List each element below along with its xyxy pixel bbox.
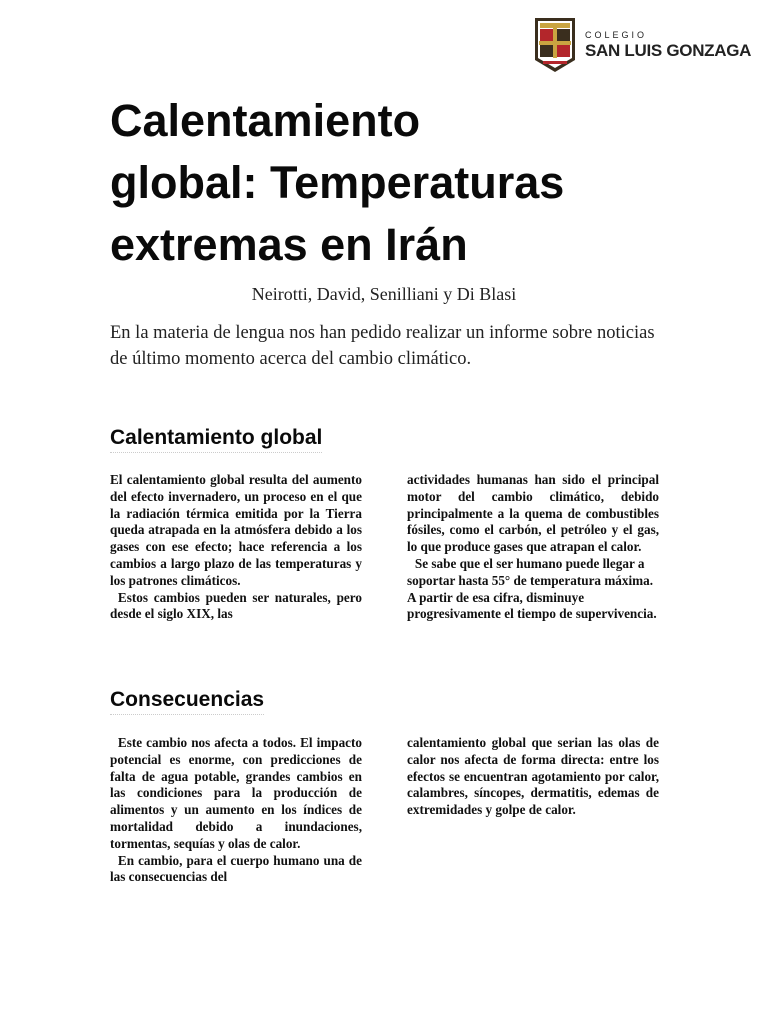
logo-school-name: SAN LUIS GONZAGA bbox=[585, 40, 752, 60]
section-heading-calentamiento: Calentamiento global bbox=[110, 426, 322, 453]
section-heading-consecuencias: Consecuencias bbox=[110, 688, 264, 715]
title-line-3: extremas en Irán bbox=[110, 219, 468, 270]
intro-paragraph: En la materia de lengua nos han pedido realizar un informe sobre noticias de último momento acerca del cambio climático. bbox=[110, 323, 655, 369]
paragraph: En cambio, para el cuerpo humano una de las consecuencias del bbox=[110, 852, 362, 885]
school-crest-icon bbox=[533, 16, 577, 74]
section-1-right-column bbox=[407, 472, 659, 623]
paragraph: actividades humanas han sido el principal motor del cambio climático, debido principalmente a la quema de combustibles fósiles, como el carbón, el petróleo y el gas, lo que produce gases que atrapan el calor. bbox=[407, 472, 659, 555]
paragraph: Estos cambios pueden ser naturales, pero desde el siglo XIX, las bbox=[110, 589, 362, 622]
title-line-1: Calentamiento bbox=[110, 95, 421, 146]
paragraph: El calentamiento global resulta del aumento del efecto invernadero, un proceso en el que la radiación térmica emitida por la Tierra queda atrapada en la atmósfera debido a los gases con ese efecto; hace referencia a los cambios a largo plazo de las temperaturas y los patrones climáticos. bbox=[110, 472, 362, 588]
paragraph: Este cambio nos afecta a todos. El impacto potencial es enorme, con predicciones de falta de agua potable, grandes cambios en las condiciones para la producción de alimentos y un aumento en los índices de mortalidad debido a inundaciones, tormentas, sequías y olas de calor. bbox=[110, 735, 362, 851]
paragraph: Se sabe que el ser humano puede llegar a soportar hasta 55° de temperatura máxima. A partir de esa cifra, disminuye progresivamente el tiempo de supervivencia. bbox=[407, 555, 657, 622]
authors-line: Neirotti, David, Senilliani y Di Blasi bbox=[251, 284, 517, 304]
section-2-right-column bbox=[407, 735, 659, 819]
paragraph: calentamiento global que serian las olas de calor nos afecta de forma directa: entre los efectos se encuentran agotamiento por calor, calambres, síncopes, dermatitis, edemas de extremidades y golpe de calor. bbox=[407, 735, 659, 818]
document-title bbox=[110, 90, 710, 276]
section-1-left-column bbox=[110, 472, 362, 623]
section-2-left-column bbox=[110, 735, 362, 886]
title-line-2: global: Temperaturas bbox=[110, 157, 565, 208]
school-logo bbox=[533, 16, 753, 74]
logo-small-text: COLEGIO bbox=[585, 29, 648, 40]
